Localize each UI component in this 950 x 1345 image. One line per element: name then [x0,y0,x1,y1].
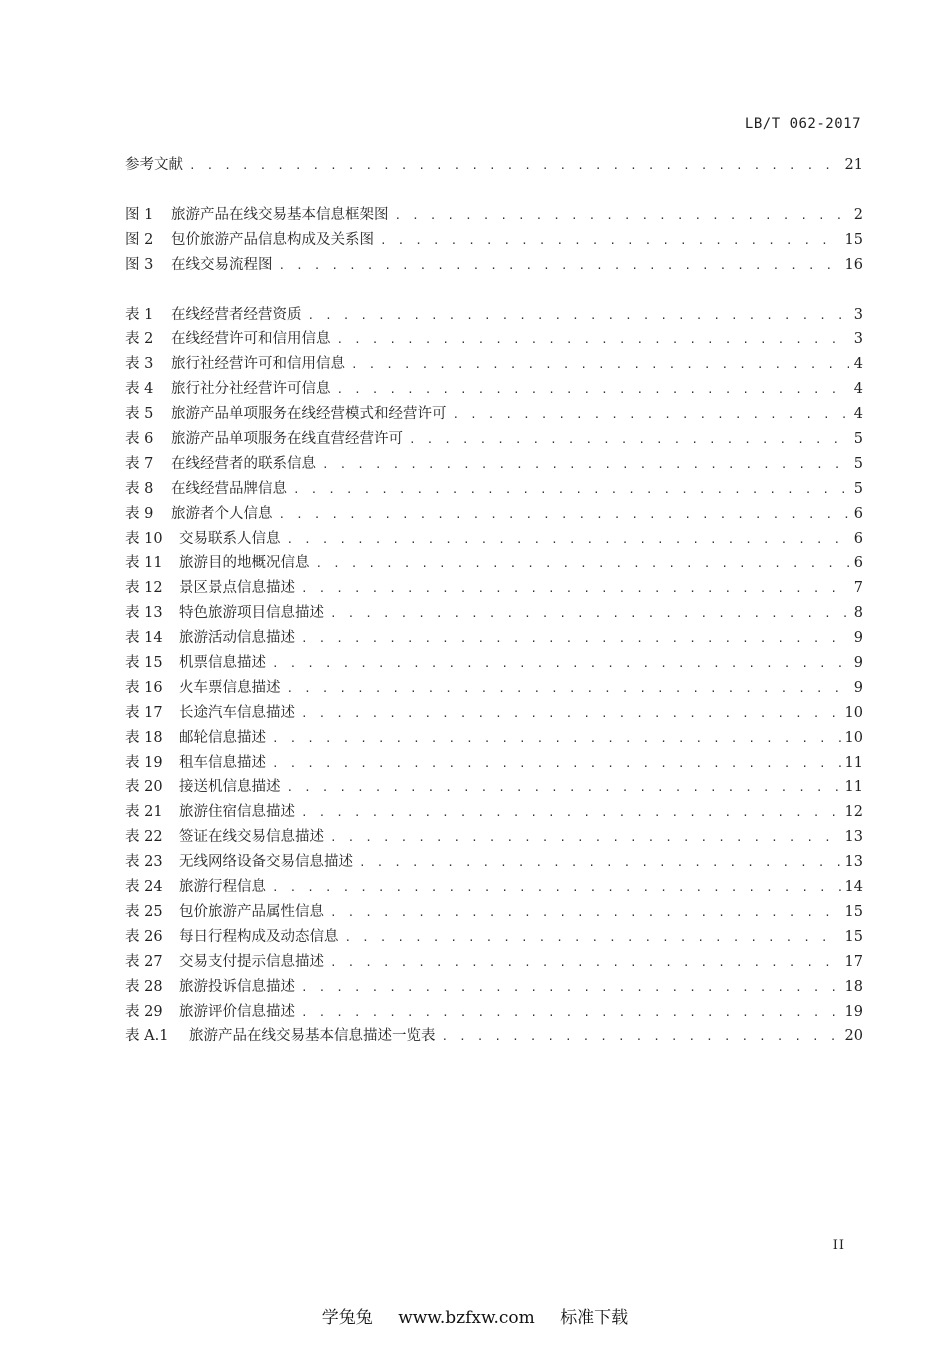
toc-leader-dots [272,652,849,677]
toc-table-title: 在线经营许可和信用信息 [171,331,331,348]
toc-leader-dots [279,254,841,279]
toc-table-number: 表 26 [125,928,163,945]
toc-table-number: 表 A.1 [125,1028,169,1045]
toc-leader-dots [316,552,850,577]
toc-table-number: 表 20 [125,779,163,796]
toc-table-entry[interactable] [125,377,863,402]
toc-table-title: 旅游行程信息 [179,879,266,896]
toc-figure-number: 图 3 [125,256,154,273]
toc-table-page: 3 [853,306,863,323]
toc-table-page: 6 [853,505,863,522]
toc-leader-dots [301,801,841,826]
toc-table-entry[interactable] [125,875,863,900]
toc-table-entry[interactable] [125,900,863,925]
toc-leader-dots [279,503,850,528]
toc-table-page: 3 [853,331,863,348]
toc-table-title: 签证在线交易信息描述 [179,829,324,846]
toc-table-title: 邮轮信息描述 [179,729,266,746]
toc-figure-title: 包价旅游产品信息构成及关系图 [171,231,374,248]
toc-leader-dots [301,627,849,652]
toc-table-number: 表 5 [125,406,154,423]
toc-table-number: 表 19 [125,754,163,771]
toc-figure-page: 2 [853,206,863,223]
toc-leader-dots [301,702,841,727]
toc-table-number: 表 7 [125,455,154,472]
toc-leader-dots [301,577,849,602]
toc-tables-group [125,303,863,1050]
toc-table-number: 表 12 [125,580,163,597]
toc-table-entry[interactable] [125,352,863,377]
toc-table-title: 旅游产品单项服务在线直营经营许可 [171,431,403,448]
toc-references-group [125,153,863,178]
toc-table-number: 表 18 [125,729,163,746]
toc-table-entry[interactable] [125,502,863,527]
toc-leader-dots [301,976,841,1001]
toc-table-entry[interactable] [125,651,863,676]
toc-table-entry[interactable] [125,452,863,477]
toc-table-number: 表 28 [125,978,163,995]
toc-table-number: 表 6 [125,431,154,448]
toc-table-page: 4 [853,381,863,398]
footer-tagline: 标准下载 [560,1308,629,1328]
toc-table-page: 15 [844,928,863,945]
toc-table-title: 交易支付提示信息描述 [179,953,324,970]
toc-table-number: 表 13 [125,605,163,622]
toc-table-entry[interactable] [125,775,863,800]
toc-table-entry[interactable] [125,800,863,825]
toc-leader-dots [330,951,841,976]
toc-table-title: 在线经营者的联系信息 [171,455,316,472]
toc-table-number: 表 16 [125,679,163,696]
toc-table-page: 8 [853,605,863,622]
footer-site-name: 学兔兔 [321,1308,373,1328]
toc-table-entry[interactable] [125,950,863,975]
toc-table-entry[interactable] [125,527,863,552]
toc-table-title: 旅游住宿信息描述 [179,804,295,821]
toc-table-page: 17 [844,953,863,970]
toc-table-title: 旅行社经营许可和信用信息 [171,356,345,373]
toc-table-entry[interactable] [125,576,863,601]
toc-leader-dots [293,478,849,503]
toc-table-number: 表 23 [125,854,163,871]
toc-table-title: 旅游产品在线交易基本信息描述一览表 [189,1028,436,1045]
toc-table-title: 旅游者个人信息 [171,505,273,522]
toc-leader-dots [272,876,841,901]
toc-figure-number: 图 2 [125,231,154,248]
toc-table-number: 表 27 [125,953,163,970]
toc-table-page: 13 [844,854,863,871]
toc-leader-dots [322,453,849,478]
toc-leader-dots [287,776,841,801]
toc-figure-entry[interactable] [125,228,863,253]
toc-table-page: 14 [844,879,863,896]
toc-table-page: 10 [844,704,863,721]
toc-leader-dots [337,328,850,353]
table-of-contents [125,153,863,1049]
toc-table-page: 13 [844,829,863,846]
toc-figure-page: 16 [844,256,863,273]
toc-table-entry[interactable] [125,601,863,626]
toc-table-title: 在线经营者经营资质 [171,306,302,323]
toc-entry-title: 参考文献 [125,157,183,173]
toc-leader-dots [409,428,849,453]
toc-table-entry[interactable] [125,427,863,452]
toc-table-number: 表 9 [125,505,154,522]
toc-table-entry[interactable] [125,825,863,850]
toc-table-number: 表 8 [125,480,154,497]
toc-table-number: 表 17 [125,704,163,721]
toc-table-title: 租车信息描述 [179,754,266,771]
toc-table-page: 9 [853,655,863,672]
toc-table-entry[interactable] [125,626,863,651]
toc-table-title: 火车票信息描述 [179,679,281,696]
toc-table-entry[interactable] [125,477,863,502]
toc-leader-dots [330,826,841,851]
toc-leader-dots [330,602,849,627]
toc-leader-dots [345,926,841,951]
toc-table-page: 11 [844,754,863,771]
toc-table-entry[interactable] [125,327,863,352]
toc-table-number: 表 14 [125,630,163,647]
toc-table-title: 旅游目的地概况信息 [179,555,310,572]
toc-table-title: 旅游评价信息描述 [179,1003,295,1020]
toc-figure-entry[interactable] [125,253,863,278]
toc-entry-page: 21 [844,157,863,173]
footer-watermark [0,1303,950,1328]
toc-leader-dots [189,154,841,179]
toc-table-page: 7 [853,580,863,597]
toc-table-title: 旅游活动信息描述 [179,630,295,647]
toc-table-entry[interactable] [125,925,863,950]
toc-table-number: 表 1 [125,306,154,323]
toc-table-entry[interactable] [125,402,863,427]
footer-url[interactable]: www.bzfxw.com [398,1308,535,1328]
toc-leader-dots [442,1025,841,1050]
toc-table-title: 旅游投诉信息描述 [179,978,295,995]
toc-table-title: 包价旅游产品属性信息 [179,903,324,920]
toc-figure-page: 15 [844,231,863,248]
toc-table-entry[interactable] [125,1000,863,1025]
toc-table-number: 表 29 [125,1003,163,1020]
toc-table-number: 表 22 [125,829,163,846]
toc-leader-dots [272,752,841,777]
toc-table-entry[interactable] [125,751,863,776]
toc-table-number: 表 21 [125,804,163,821]
toc-table-title: 景区景点信息描述 [179,580,295,597]
toc-table-page: 6 [853,555,863,572]
toc-table-number: 表 25 [125,903,163,920]
toc-table-page: 12 [844,804,863,821]
toc-table-title: 机票信息描述 [179,655,266,672]
toc-figure-entry[interactable] [125,203,863,228]
page-number: II [832,1238,845,1253]
toc-leader-dots [287,677,850,702]
toc-table-page: 5 [853,431,863,448]
toc-table-number: 表 24 [125,879,163,896]
toc-table-page: 19 [844,1003,863,1020]
toc-leader-dots [308,304,850,329]
toc-table-number: 表 11 [125,555,163,572]
toc-leader-dots [301,1001,841,1026]
toc-leader-dots [287,528,850,553]
toc-table-page: 4 [853,356,863,373]
toc-leader-dots [337,378,850,403]
toc-table-number: 表 3 [125,356,154,373]
toc-table-entry[interactable] [125,975,863,1000]
toc-leader-dots [272,727,841,752]
toc-leader-dots [453,403,850,428]
toc-figure-number: 图 1 [125,206,154,223]
toc-table-page: 4 [853,406,863,423]
toc-table-title: 旅行社分社经营许可信息 [171,381,331,398]
toc-table-entry[interactable] [125,701,863,726]
toc-table-page: 5 [853,455,863,472]
toc-table-title: 特色旅游项目信息描述 [179,605,324,622]
toc-table-title: 接送机信息描述 [179,779,281,796]
toc-table-page: 6 [853,530,863,547]
toc-table-number: 表 15 [125,655,163,672]
toc-figure-title: 在线交易流程图 [171,256,273,273]
toc-leader-dots [351,353,849,378]
toc-entry-references[interactable] [125,153,863,178]
toc-table-title: 交易联系人信息 [179,530,281,547]
toc-figures-group [125,203,863,278]
toc-table-entry[interactable] [125,1024,863,1049]
toc-table-entry[interactable] [125,850,863,875]
toc-table-number: 表 4 [125,381,154,398]
toc-table-entry[interactable] [125,676,863,701]
toc-table-entry[interactable] [125,303,863,328]
toc-table-entry[interactable] [125,726,863,751]
toc-table-page: 11 [844,779,863,796]
toc-table-page: 5 [853,480,863,497]
toc-table-page: 15 [844,903,863,920]
toc-table-page: 9 [853,630,863,647]
toc-leader-dots [359,851,841,876]
toc-table-number: 表 10 [125,530,163,547]
toc-figure-title: 旅游产品在线交易基本信息框架图 [171,206,389,223]
toc-table-page: 10 [844,729,863,746]
toc-leader-dots [395,204,850,229]
toc-table-number: 表 2 [125,331,154,348]
toc-table-title: 在线经营品牌信息 [171,480,287,497]
toc-table-title: 旅游产品单项服务在线经营模式和经营许可 [171,406,447,423]
toc-table-title: 无线网络设备交易信息描述 [179,854,353,871]
toc-leader-dots [380,229,841,254]
toc-table-page: 20 [844,1028,863,1045]
toc-table-title: 长途汽车信息描述 [179,704,295,721]
toc-table-entry[interactable] [125,551,863,576]
toc-leader-dots [330,901,841,926]
toc-table-title: 每日行程构成及动态信息 [179,928,339,945]
standard-code: LB/T 062-2017 [744,116,861,132]
toc-table-page: 9 [853,679,863,696]
toc-table-page: 18 [844,978,863,995]
